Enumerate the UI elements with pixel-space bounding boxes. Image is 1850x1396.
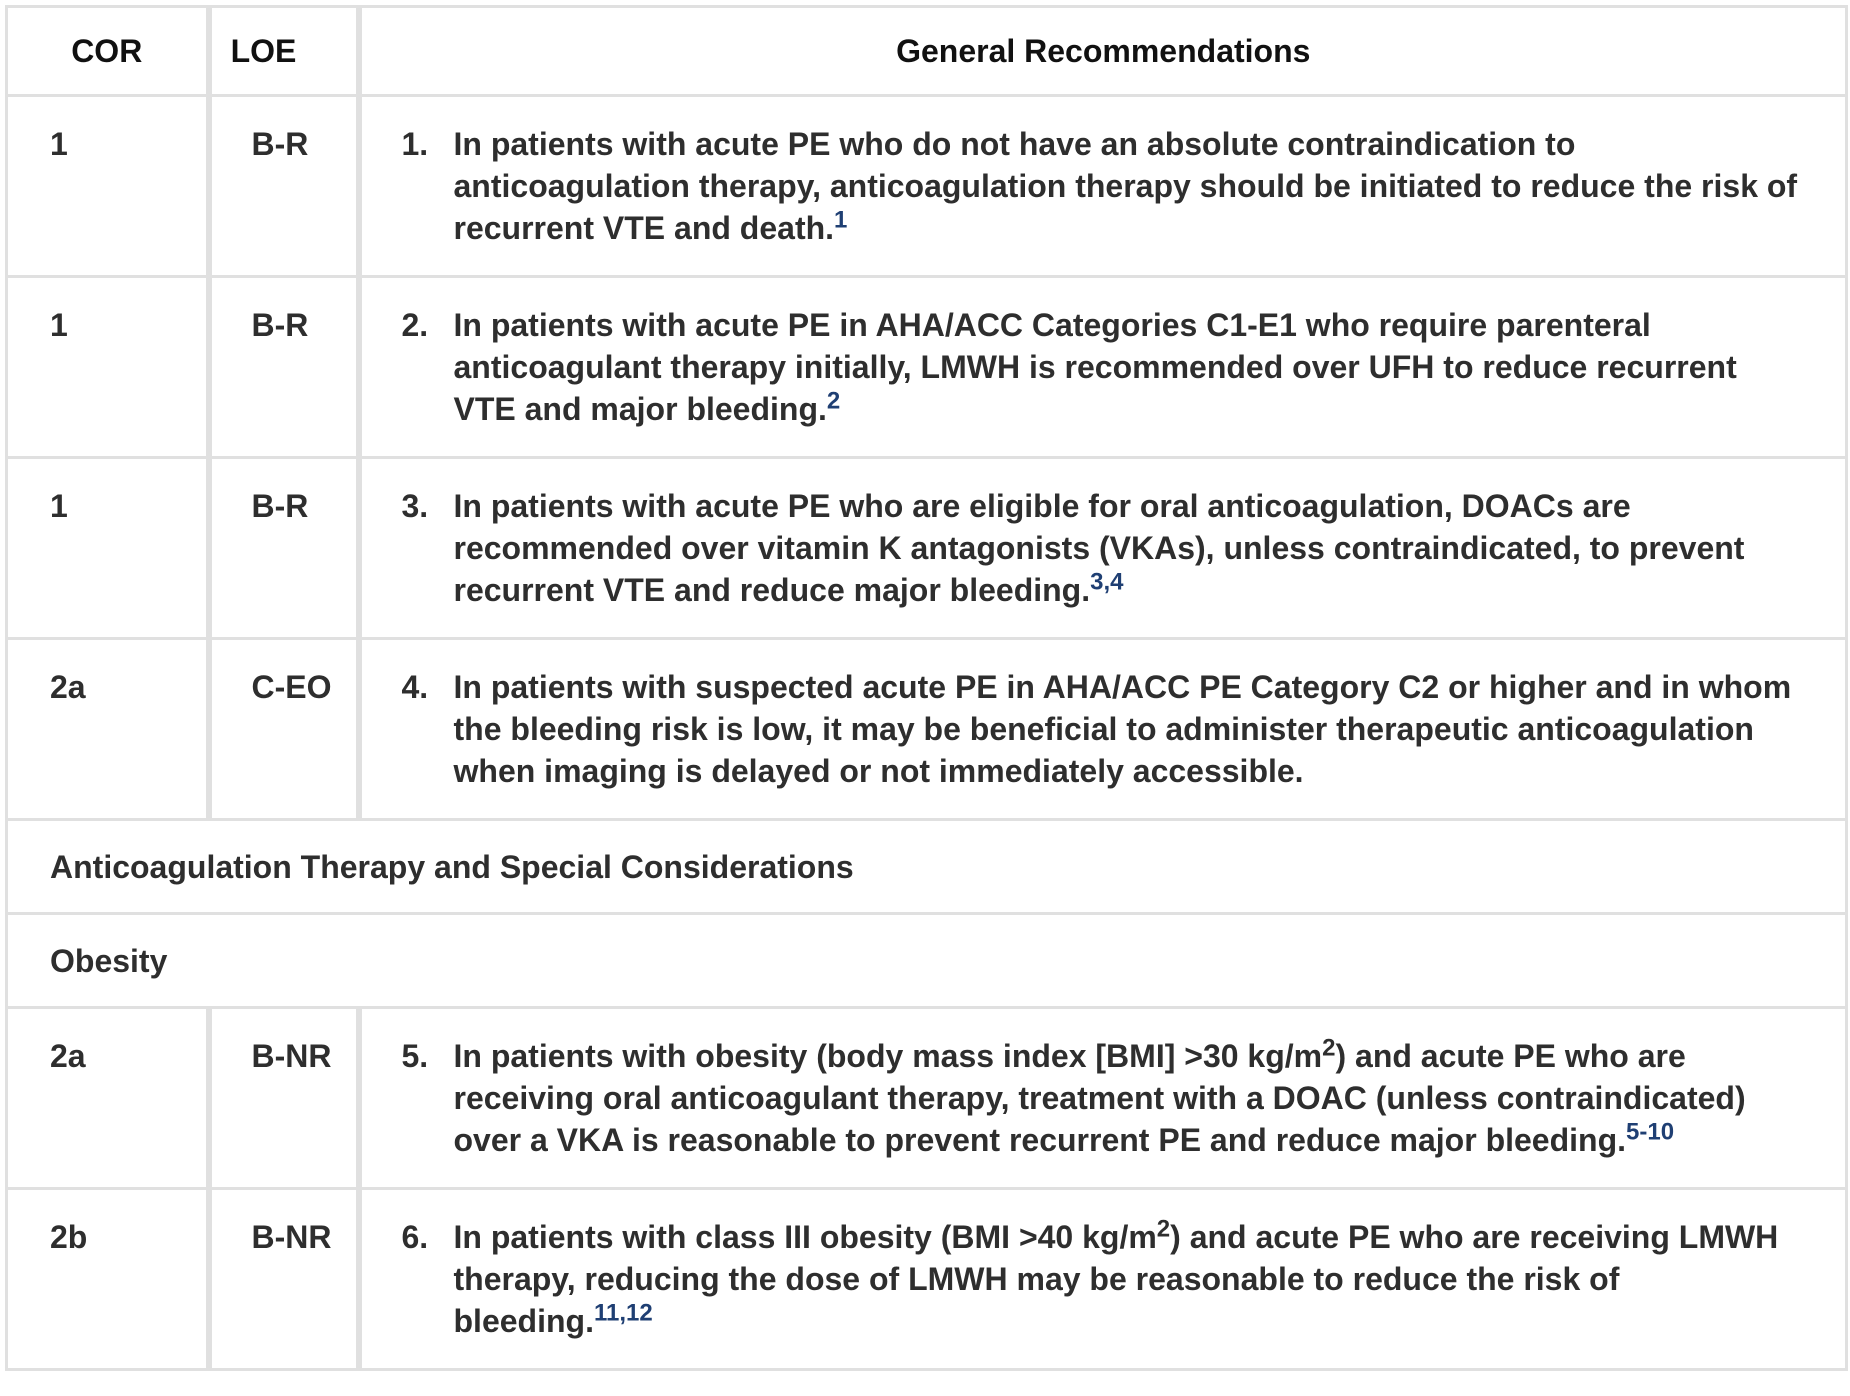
cor-cell: 1: [7, 96, 209, 277]
recommendation-number: 3.: [401, 488, 429, 524]
recommendation-number: 6.: [401, 1219, 429, 1255]
recommendation-cell: [359, 458, 1847, 639]
reference-link[interactable]: 5-10: [1626, 1118, 1675, 1146]
recommendation-cell: [359, 1189, 1847, 1370]
recommendation-cell: [359, 96, 1847, 277]
table-header-row: [7, 7, 1847, 96]
loe-column-header: LOE: [209, 7, 359, 96]
recommendations-document: [5, 5, 1845, 1371]
recommendation-cell: [359, 639, 1847, 820]
recommendation-text: In patients with suspected acute PE in AHA/ACC PE Category C2 or higher and in whom the bleeding risk is low, it may be beneficial to administer therapeutic anticoagulation when imaging is delayed or not immediately accessible.: [453, 669, 1792, 789]
table-row: [7, 1008, 1847, 1189]
reference-link[interactable]: 3,4: [1090, 568, 1124, 596]
cor-cell: 1: [7, 458, 209, 639]
recommendation-text: In patients with acute PE in AHA/ACC Categories C1-E1 who require parenteral anticoagulant therapy initially, LMWH is recommended over UFH to reduce recurrent VTE and major bleeding.: [453, 307, 1737, 427]
recommendation-text-continued: ) and acute PE who are receiving LMWH therapy, reducing the dose of LMWH may be reasonable to reduce the risk of bleeding.: [453, 1219, 1779, 1339]
table-row: [7, 458, 1847, 639]
recommendation-text-continued: ) and acute PE who are receiving oral anticoagulant therapy, treatment with a DOAC (unless contraindicated) over a VKA is reasonable to prevent recurrent PE and reduce major bleeding.: [453, 1038, 1746, 1158]
recommendation-text: In patients with acute PE who do not have an absolute contraindication to anticoagulation therapy, anticoagulation therapy should be initiated to reduce the risk of recurrent VTE and death.: [453, 126, 1798, 246]
loe-cell: B-NR: [209, 1008, 359, 1189]
recommendation-cell: [359, 277, 1847, 458]
unit-superscript: 2: [1322, 1034, 1336, 1062]
cor-cell: 2b: [7, 1189, 209, 1370]
loe-cell: B-NR: [209, 1189, 359, 1370]
recommendation-text: In patients with obesity (body mass index [BMI] >30 kg/m: [453, 1038, 1323, 1074]
reference-link[interactable]: 11,12: [593, 1299, 653, 1327]
table-row: [7, 639, 1847, 820]
subsection-heading-row: [7, 914, 1847, 1008]
recommendation-number: 1.: [401, 126, 429, 162]
table-row: [7, 1189, 1847, 1370]
loe-cell: B-R: [209, 277, 359, 458]
loe-cell: B-R: [209, 96, 359, 277]
reference-link[interactable]: 1: [834, 206, 848, 234]
recommendation-number: 2.: [401, 307, 429, 343]
subsection-heading: Obesity: [7, 914, 1847, 1008]
recommendations-table: [5, 5, 1848, 1371]
section-heading: Anticoagulation Therapy and Special Considerations: [7, 820, 1847, 914]
recommendation-number: 5.: [401, 1038, 429, 1074]
cor-cell: 2a: [7, 639, 209, 820]
recommendation-text: In patients with acute PE who are eligible for oral anticoagulation, DOACs are recommended over vitamin K antagonists (VKAs), unless contraindicated, to prevent recurrent VTE and reduce major bleeding.: [453, 488, 1745, 608]
cor-cell: 2a: [7, 1008, 209, 1189]
cor-column-header: COR: [7, 7, 209, 96]
unit-superscript: 2: [1156, 1215, 1171, 1243]
recommendation-cell: [359, 1008, 1847, 1189]
loe-cell: B-R: [209, 458, 359, 639]
recommendation-number: 4.: [401, 669, 429, 705]
loe-cell: C-EO: [209, 639, 359, 820]
table-row: [7, 96, 1847, 277]
recommendation-text: In patients with class III obesity (BMI >40 kg/m: [453, 1219, 1157, 1255]
recommendations-column-header: General Recommendations: [359, 7, 1847, 96]
reference-link[interactable]: 2: [826, 387, 841, 415]
cor-cell: 1: [7, 277, 209, 458]
table-row: [7, 277, 1847, 458]
section-heading-row: [7, 820, 1847, 914]
